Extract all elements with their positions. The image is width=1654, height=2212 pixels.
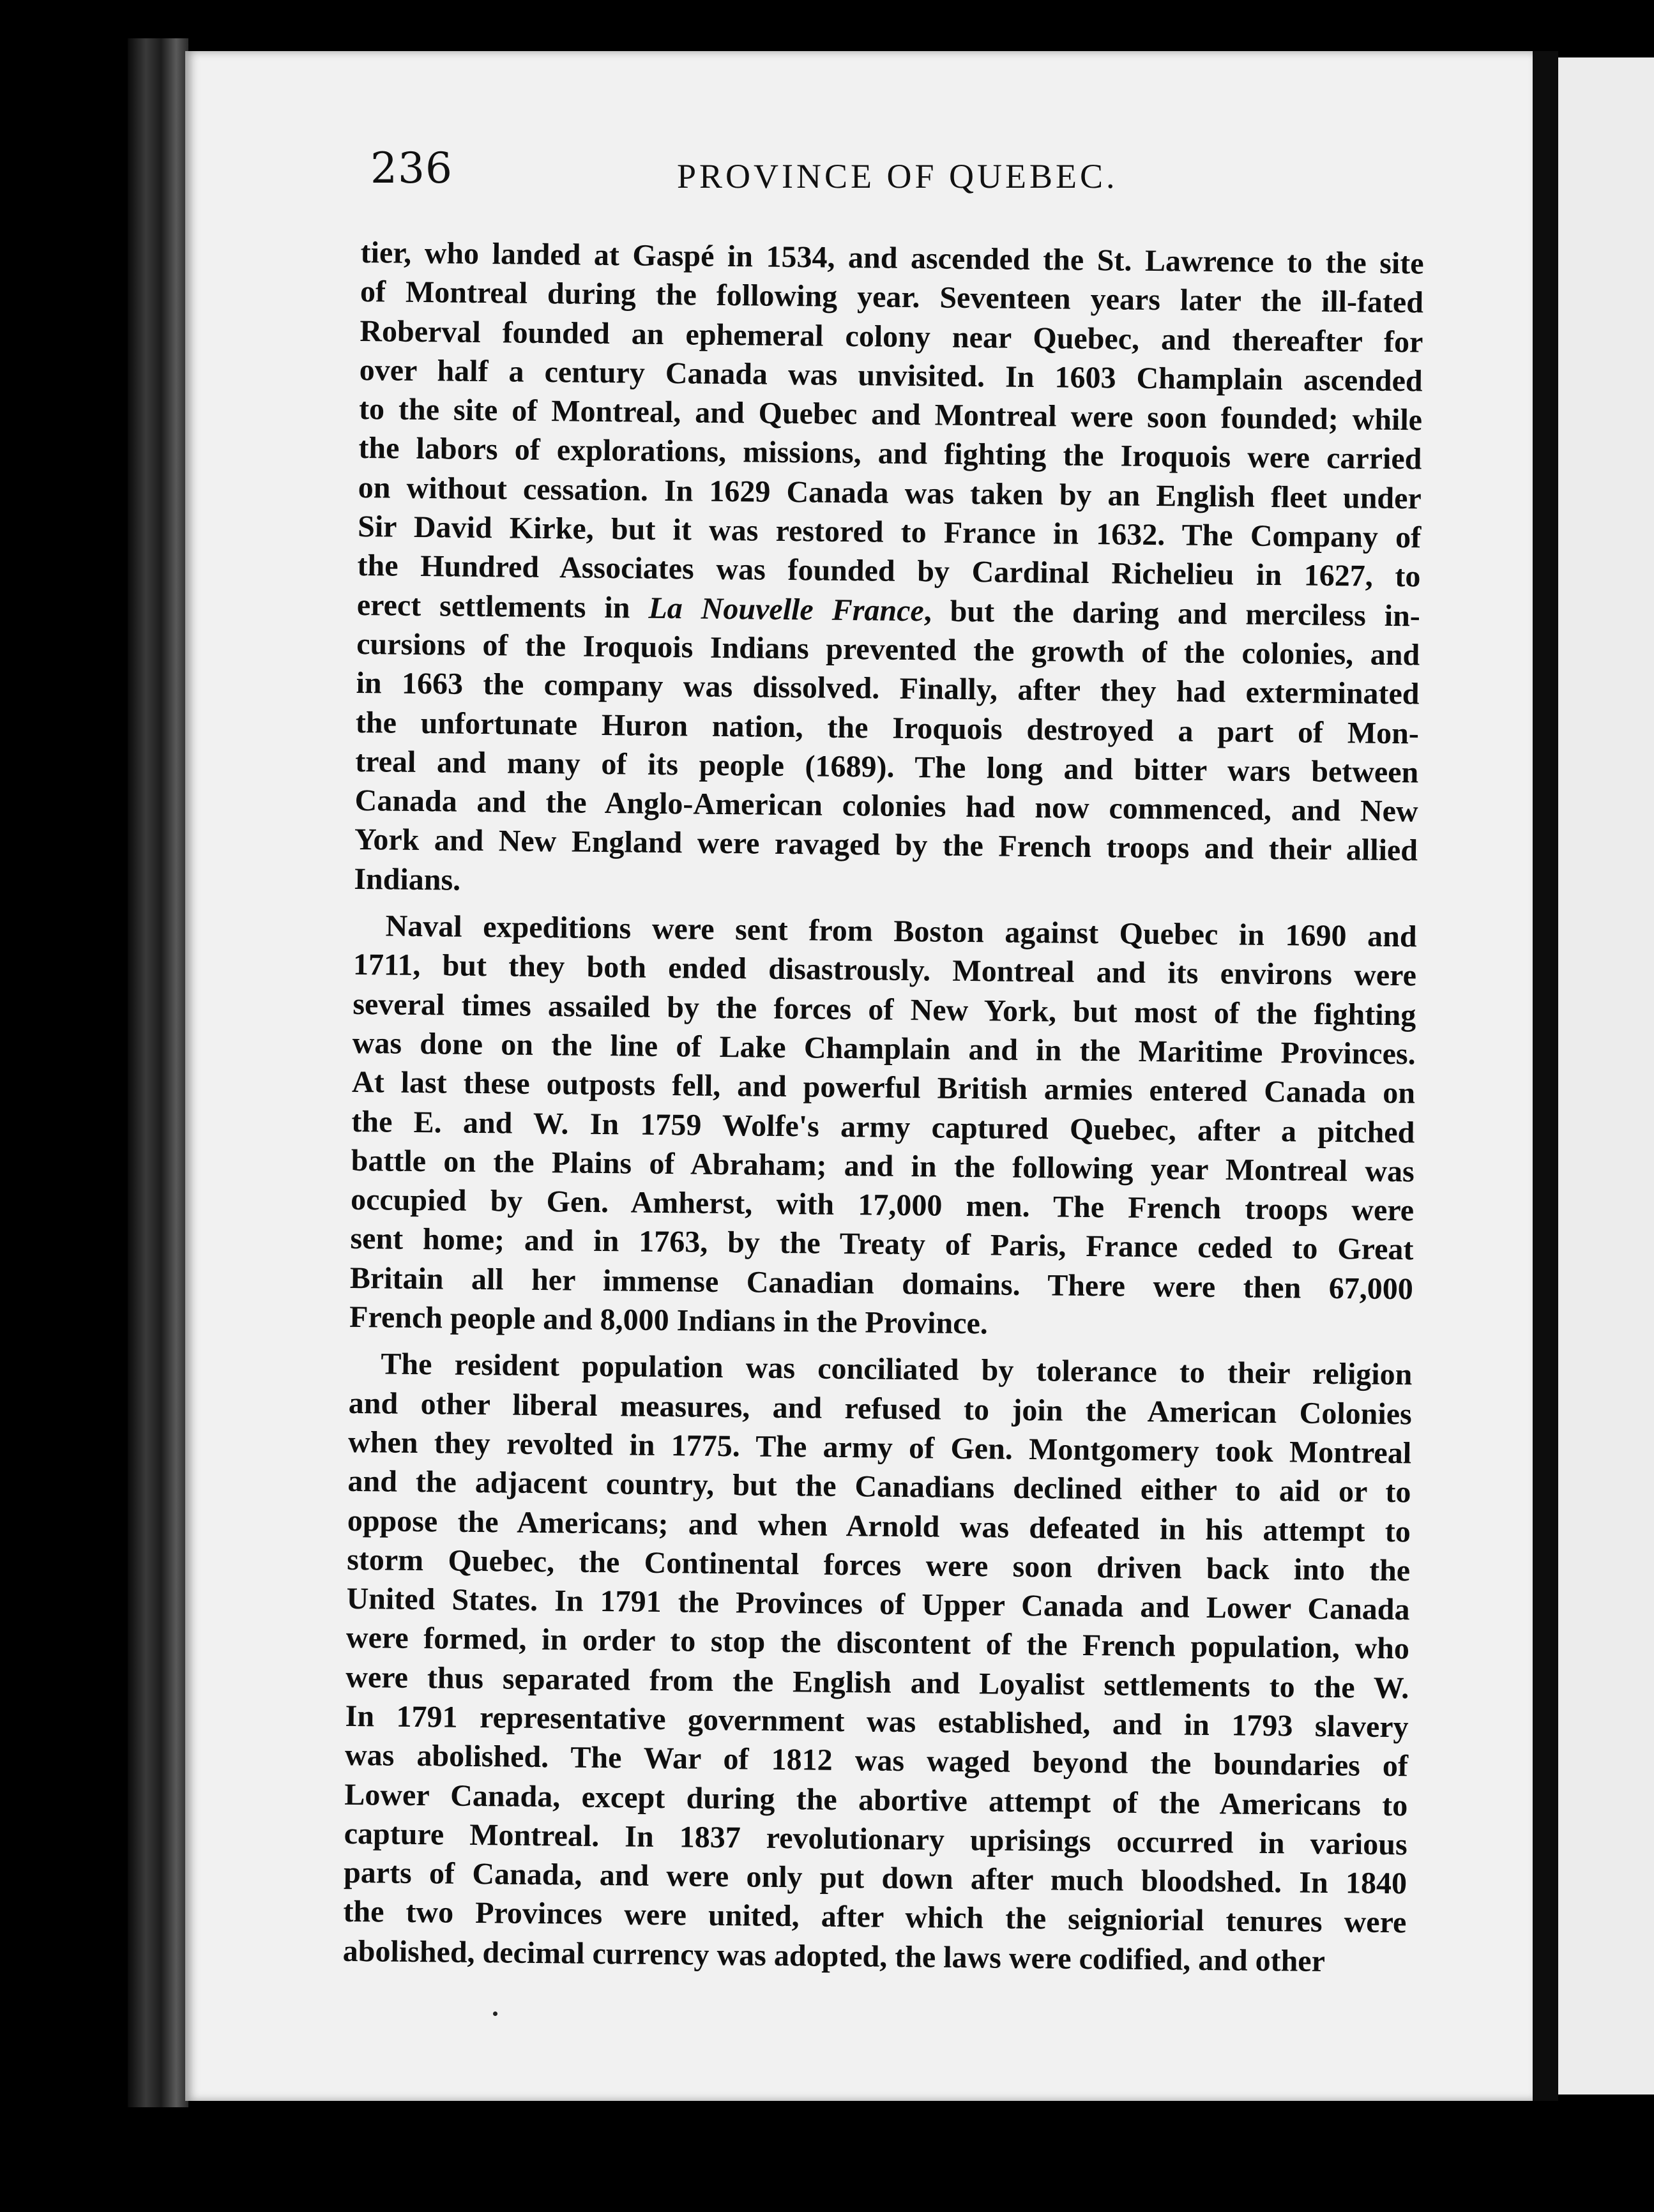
- text-line: The resident population was conciliated by tolerance to their religion: [381, 1347, 1413, 1392]
- text-line: In 1791 representative government was established, and in 1793 slavery: [345, 1699, 1409, 1745]
- text-line: Sir David Kirke, but it was restored to France in 1632. The Company of: [357, 510, 1422, 555]
- text-line: Canada and the Anglo-American colonies had now commenced, and New: [354, 784, 1418, 829]
- text-line: the E. and W. In 1759 Wolfe's army captured Quebec, after a pitched: [351, 1104, 1415, 1149]
- text-line: erect settlements in La Nouvelle France, but the daring and merciless in-: [356, 587, 1421, 633]
- text-line: At last these outposts fell, and powerful British armies entered Canada on: [351, 1065, 1416, 1110]
- text-line: storm Quebec, the Continental forces were soon driven back into the: [346, 1542, 1411, 1588]
- text-line: was done on the line of Lake Champlain and in the Maritime Provinces.: [352, 1026, 1416, 1072]
- text-line: Britain all her immense Canadian domains. There were then 67,000: [349, 1261, 1414, 1307]
- text-line: on without cessation. In 1629 Canada was taken by an English fleet under: [358, 470, 1422, 516]
- text-line: were formed, in order to stop the discontent of the French population, who: [345, 1621, 1410, 1666]
- text-line: was abolished. The War of 1812 was waged beyond the boundaries of: [344, 1738, 1409, 1784]
- facing-page-edge: [1558, 57, 1654, 2095]
- text-line: Roberval founded an ephemeral colony near Quebec, and thereafter for: [360, 314, 1423, 360]
- text-line: to the site of Montreal, and Quebec and Montreal were soon founded; while: [358, 392, 1423, 437]
- text-line: in 1663 the company was dissolved. Finally, after they had exterminated: [356, 666, 1420, 711]
- text-line: and other liberal measures, and refused to join the American Colonies: [348, 1386, 1413, 1431]
- text-line: over half a century Canada was unvisited. In 1603 Champlain ascended: [359, 352, 1423, 398]
- page-number: 236: [370, 144, 453, 193]
- text-line: sent home; and in 1763, by the Treaty of Paris, France ceded to Great: [350, 1222, 1414, 1267]
- text-line: cursions of the Iroquois Indians prevented the growth of the colonies, and: [356, 626, 1420, 672]
- text-line: treal and many of its people (1689). The long and bitter wars between: [355, 744, 1419, 790]
- book-spine-shadow: [128, 38, 188, 2107]
- text-line: the unfortunate Huron nation, the Iroquois destroyed a part of Mon-: [355, 705, 1420, 750]
- text-line: the labors of explorations, missions, and fighting the Iroquois were carried: [358, 431, 1422, 476]
- text-line: French people and 8,000 Indians in the Province.: [349, 1299, 989, 1341]
- text-line: tier, who landed at Gaspé in 1534, and ascended the St. Lawrence to the site: [360, 235, 1424, 281]
- running-head: PROVINCE OF QUEBEC.: [677, 157, 1118, 195]
- text-line: occupied by Gen. Amherst, with 17,000 men. The French troops were: [350, 1183, 1415, 1228]
- text-line: Naval expeditions were sent from Boston against Quebec in 1690 and: [385, 909, 1417, 954]
- ink-speck: [493, 2011, 497, 2016]
- text-line: several times assailed by the forces of New York, but most of the fighting: [353, 987, 1416, 1033]
- text-line: abolished, decimal currency was adopted, the laws were codified, and other: [342, 1934, 1326, 1978]
- body-text: [343, 233, 1424, 1981]
- text-line: the Hundred Associates was founded by Cardinal Richelieu in 1627, to: [357, 549, 1421, 594]
- text-line: when they revolted in 1775. The army of Gen. Montgomery took Montreal: [347, 1425, 1412, 1471]
- paragraph: [354, 233, 1424, 909]
- text-line: battle on the Plains of Abraham; and in the following year Montreal was: [351, 1143, 1415, 1189]
- text-line: United States. In 1791 the Provinces of Upper Canada and Lower Canada: [346, 1581, 1410, 1627]
- text-line: Lower Canada, except during the abortive attempt of the Americans to: [344, 1777, 1408, 1822]
- text-line: Indians.: [354, 861, 461, 897]
- text-line: York and New England were ravaged by the French troops and their allied: [354, 822, 1418, 868]
- paragraph: [349, 906, 1417, 1348]
- text-line: 1711, but they both ended disastrously. Montreal and its environs were: [353, 948, 1417, 993]
- paragraph: [343, 1344, 1413, 1981]
- page-edge-shadow: [1533, 51, 1558, 2101]
- italic-phrase: La Nouvelle France: [648, 591, 925, 628]
- text-line: oppose the Americans; and when Arnold was defeated in his attempt to: [347, 1503, 1411, 1549]
- text-line: of Montreal during the following year. Seventeen years later the ill-fated: [360, 275, 1424, 320]
- text-line: were thus separated from the English and Loyalist settlements to the W.: [345, 1660, 1409, 1705]
- text-line: the two Provinces were united, after which the seigniorial tenures were: [343, 1895, 1407, 1940]
- text-line: and the adjacent country, but the Canadians declined either to aid or to: [347, 1464, 1411, 1510]
- text-line: parts of Canada, and were only put down after much bloodshed. In 1840: [343, 1856, 1407, 1901]
- text-line: capture Montreal. In 1837 revolutionary uprisings occurred in various: [344, 1816, 1407, 1862]
